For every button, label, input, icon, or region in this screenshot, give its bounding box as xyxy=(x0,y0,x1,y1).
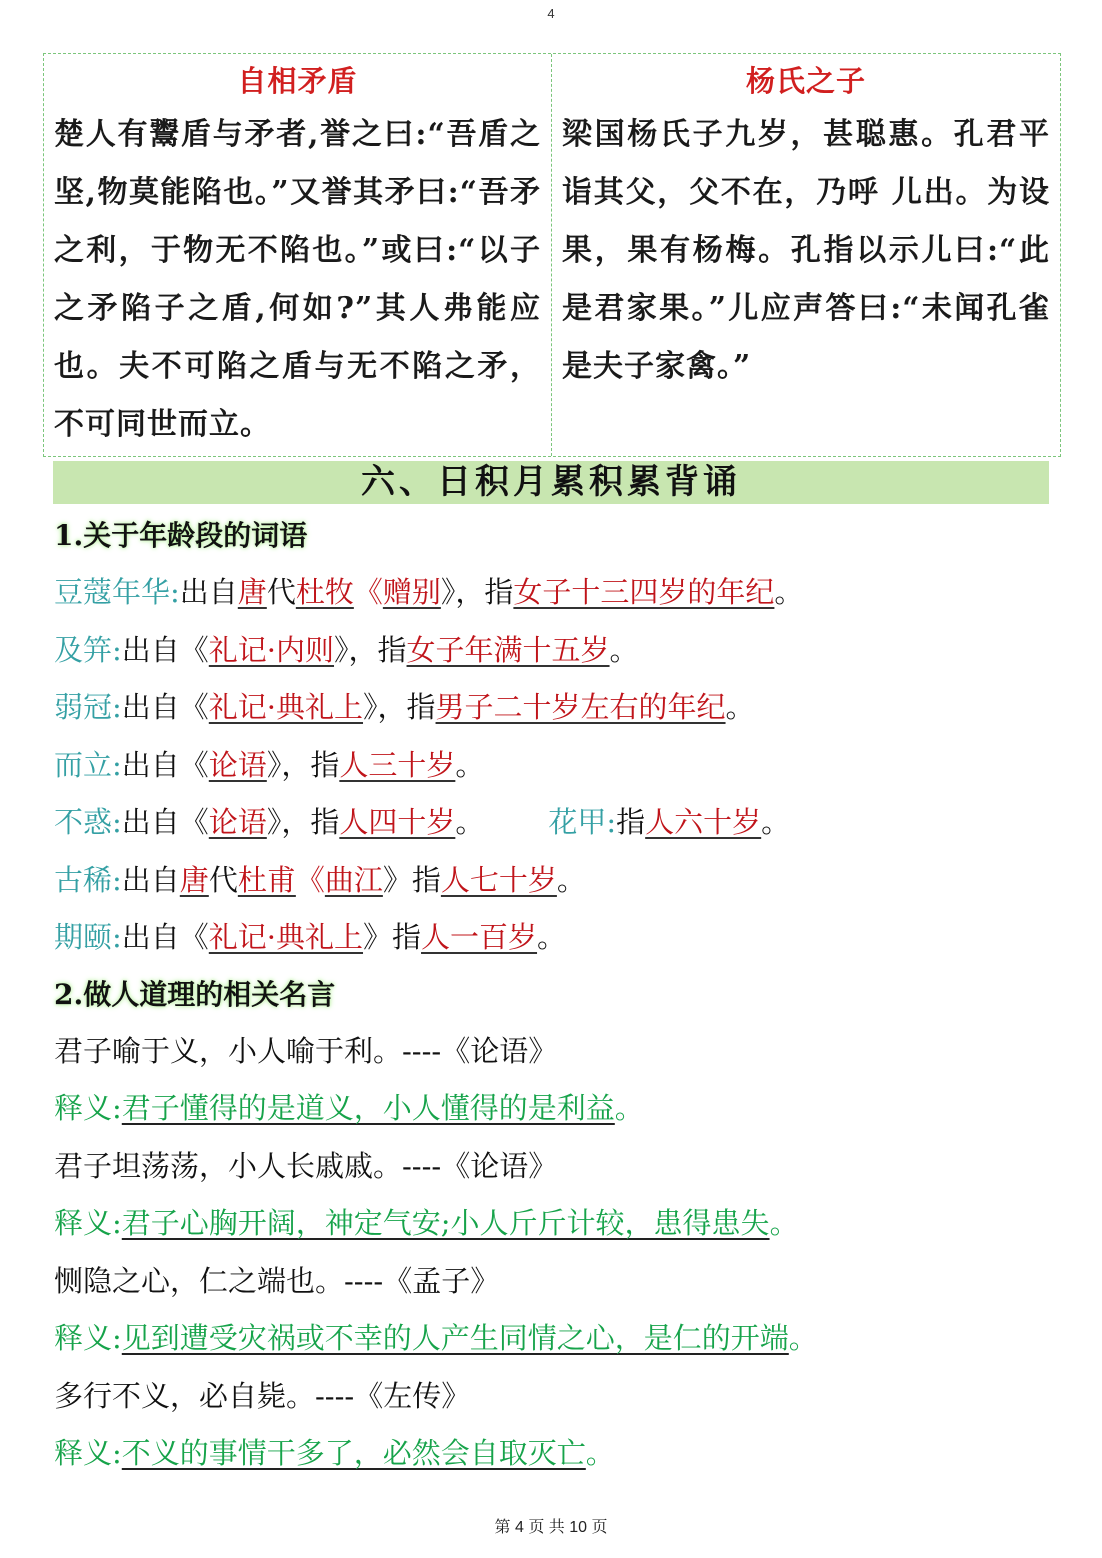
term-label: 而立: xyxy=(54,747,122,782)
source: 礼记·典礼上 xyxy=(208,690,364,724)
text: 》，指 xyxy=(266,805,340,839)
source: 论语 xyxy=(208,805,267,839)
text: 出自《 xyxy=(121,920,209,954)
age-term-line xyxy=(54,737,1054,795)
text: 出自 xyxy=(179,575,238,609)
meaning: 女子十三四岁的年纪 xyxy=(513,575,775,609)
main-content xyxy=(54,508,1054,1483)
age-term-line xyxy=(54,909,1054,967)
story-text: 梁国杨氏子九岁，甚聪惠。孔君平诣其父，父不在，乃呼 儿出。为设果，果有杨梅。孔指以示儿曰:“此是君家果。”儿应声答曰:“未闻孔雀是夫子家禽。” xyxy=(562,117,1050,384)
text: 。 xyxy=(537,920,567,954)
text: 代 xyxy=(266,575,296,609)
text: 》指 xyxy=(363,920,422,954)
term-label: 及笄: xyxy=(54,632,122,667)
explanation-label: 释义: xyxy=(54,1091,122,1125)
term-label: 期颐: xyxy=(54,920,122,954)
text: 。 xyxy=(556,862,586,897)
author: 杜牧 xyxy=(295,575,354,609)
text: 出自《 xyxy=(121,690,209,724)
text: 》，指 xyxy=(363,690,436,724)
meaning: 男子二十岁左右的年纪 xyxy=(435,690,726,724)
quote-explanation xyxy=(54,1425,1054,1483)
text: 。 xyxy=(614,1091,644,1125)
quote-line: 君子坦荡荡，小人长戚戚。----《论语》 xyxy=(54,1148,558,1183)
source: 礼记·内则 xyxy=(208,632,335,667)
text: 》，指 xyxy=(440,575,514,609)
text: 指 xyxy=(616,805,646,839)
text: 》指 xyxy=(382,862,441,897)
source: 曲江 xyxy=(324,862,383,897)
text: 》，指 xyxy=(334,632,407,667)
text: 出自《 xyxy=(121,747,209,782)
quote-line: 恻隐之心，仁之端也。----《孟子》 xyxy=(54,1263,500,1298)
text: 。 xyxy=(774,575,804,609)
meaning: 人三十岁 xyxy=(339,747,456,782)
text: 《 xyxy=(295,862,325,897)
explanation-text: 不义的事情干多了，必然会自取灭亡 xyxy=(121,1436,586,1470)
text: 出自《 xyxy=(121,805,209,839)
meaning: 人一百岁 xyxy=(421,920,538,954)
page-number-top: 4 xyxy=(547,6,555,21)
meaning: 人七十岁 xyxy=(440,862,557,897)
page-footer: 第 4 页 共 10 页 xyxy=(494,1519,608,1536)
quote-explanation xyxy=(54,1080,1054,1138)
story-title: 杨氏之子 xyxy=(745,64,866,98)
age-term-line xyxy=(54,794,1054,852)
quote-explanation xyxy=(54,1310,1054,1368)
term-label: 古稀: xyxy=(54,862,122,897)
explanation-text: 见到遭受灾祸或不幸的人产生同情之心，是仁的开端 xyxy=(121,1321,789,1355)
age-term-line xyxy=(54,852,1054,910)
text: 。 xyxy=(788,1321,818,1355)
story-text: 楚人有鬻盾与矛者,誉之曰:“吾盾之坚,物莫能陷也。”又誉其矛曰:“吾矛之利，于物无不陷也。”或曰:“以子之矛陷子之盾,何如?”其人弗能应也。夫不可陷之盾与无不陷之矛，不可同世而立。 xyxy=(54,117,541,442)
term-label: 花甲: xyxy=(548,805,617,839)
explanation-label: 释义: xyxy=(54,1321,122,1355)
story-cell-zixiangmaodun xyxy=(44,54,552,456)
explanation-text: 君子懂得的是道义，小人懂得的是利益 xyxy=(121,1091,615,1125)
quote-line: 君子喻于义，小人喻于利。----《论语》 xyxy=(54,1033,558,1068)
text: 。 xyxy=(725,690,755,724)
explanation-text: 君子心胸开阔，神定气安;小人斤斤计较，患得患失 xyxy=(121,1206,770,1240)
age-term-line xyxy=(54,564,1054,622)
quotes-heading: 2.做人道理的相关名言 xyxy=(54,977,336,1011)
explanation-label: 释义: xyxy=(54,1436,122,1470)
text: 出自《 xyxy=(121,632,209,667)
dynasty: 唐 xyxy=(237,575,267,609)
text: 》，指 xyxy=(266,747,340,782)
age-terms-heading: 1.关于年龄段的词语 xyxy=(54,519,308,552)
text: 《 xyxy=(353,575,383,609)
text: 。 xyxy=(455,805,485,839)
term-label: 不惑: xyxy=(54,805,122,839)
text: 。 xyxy=(609,632,639,667)
explanation-label: 释义: xyxy=(54,1206,122,1240)
quote-explanation xyxy=(54,1195,1054,1253)
meaning: 人四十岁 xyxy=(339,805,456,839)
age-term-line xyxy=(54,622,1054,680)
author: 杜甫 xyxy=(237,862,296,897)
text: 。 xyxy=(455,747,485,782)
source: 礼记·典礼上 xyxy=(208,920,364,954)
text: 。 xyxy=(769,1206,799,1240)
text: 。 xyxy=(761,805,791,839)
section-header: 六、日积月累积累背诵 xyxy=(53,461,1049,504)
story-title: 自相矛盾 xyxy=(237,64,358,98)
age-term-line xyxy=(54,679,1054,737)
stories-table xyxy=(43,53,1061,457)
story-cell-yangshizhizi xyxy=(552,54,1060,456)
term-label: 弱冠: xyxy=(54,690,122,724)
source: 论语 xyxy=(208,747,267,782)
meaning: 女子年满十五岁 xyxy=(406,632,610,667)
text: 代 xyxy=(208,862,238,897)
meaning: 人六十岁 xyxy=(645,805,762,839)
text: 出自 xyxy=(121,862,180,897)
dynasty: 唐 xyxy=(179,862,209,897)
source: 赠别 xyxy=(382,575,441,609)
text: 。 xyxy=(585,1436,615,1470)
term-label: 豆蔻年华: xyxy=(54,575,180,609)
quote-line: 多行不义，必自毙。----《左传》 xyxy=(54,1378,471,1413)
